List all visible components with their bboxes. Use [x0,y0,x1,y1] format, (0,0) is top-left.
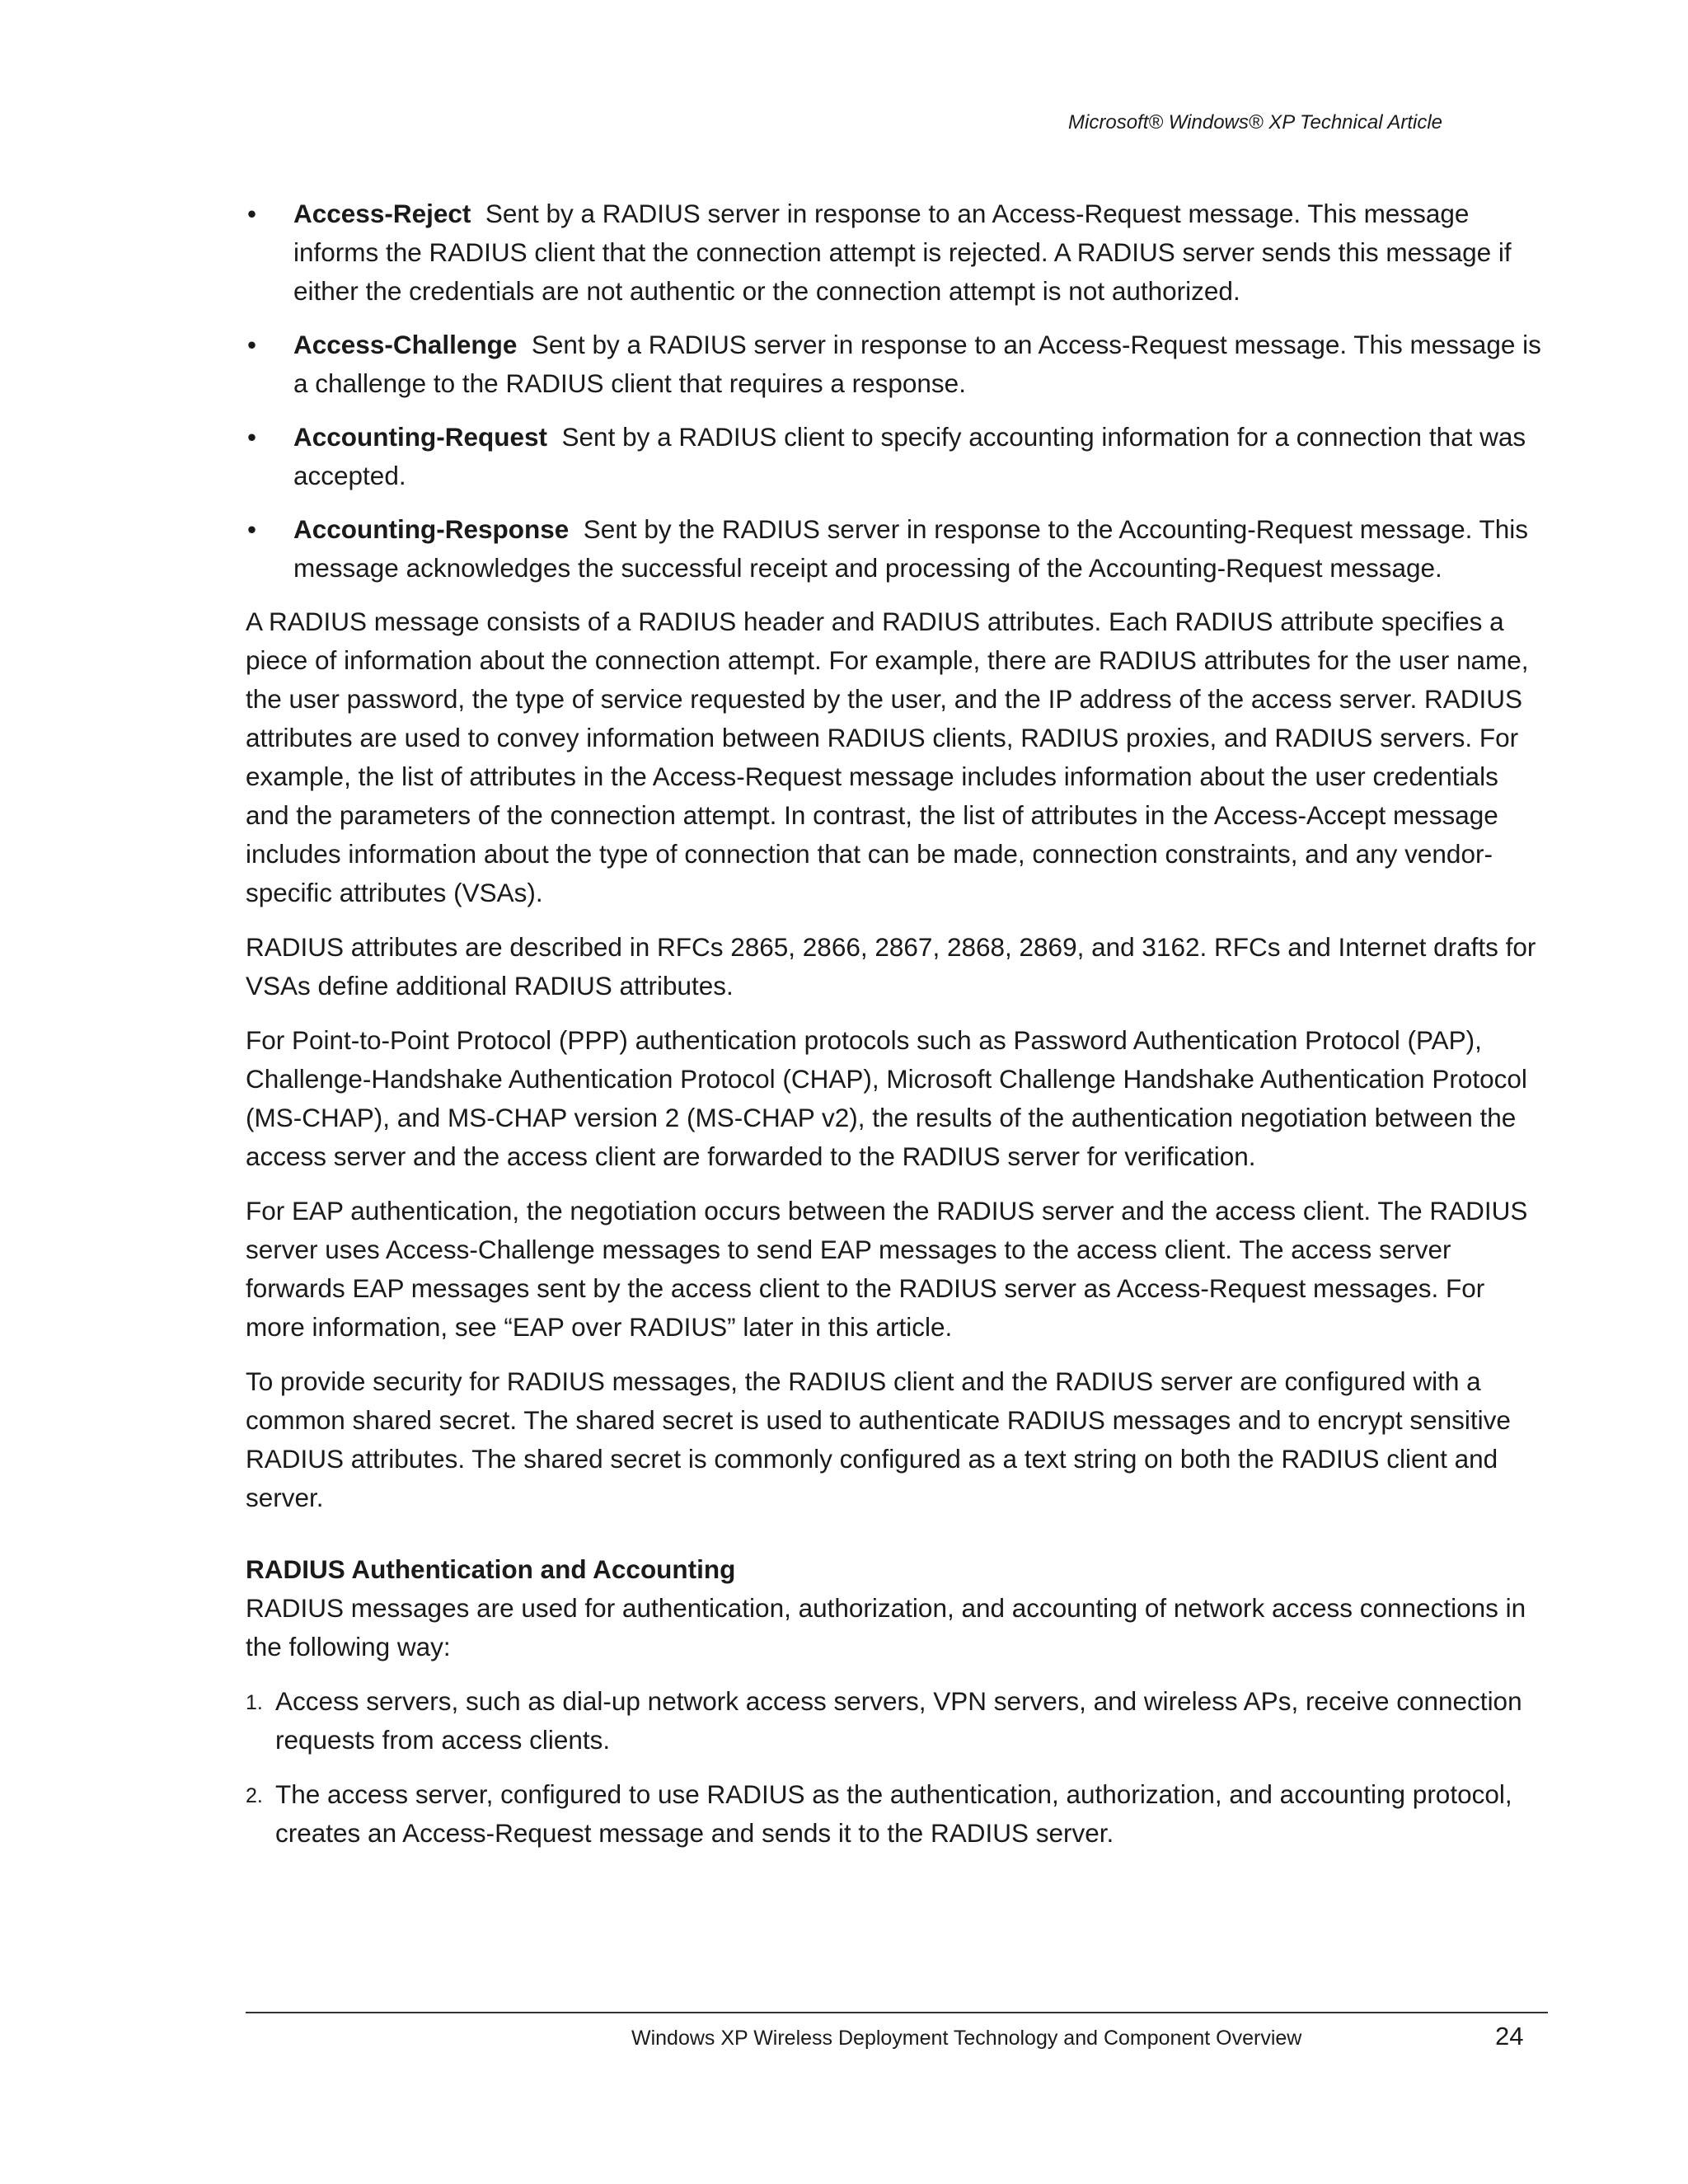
bullet-text: Sent by the RADIUS server in response to the Accounting-Request message. This message acknowledges the successful receipt and processing of the Accounting-Request message. [293,514,1529,583]
body-paragraph: RADIUS attributes are described in RFCs 2865, 2866, 2867, 2868, 2869, and 3162. RFCs and Internet drafts for VSAs define additional RADIUS attributes. [246,932,1536,1001]
running-header: Microsoft® Windows® XP Technical Article [1068,111,1442,134]
bullet-icon: • [247,514,257,544]
section-heading: RADIUS Authentication and Accounting [246,1554,736,1584]
section-intro: RADIUS messages are used for authentication, authorization, and accounting of network access connections in the following way: [246,1593,1526,1661]
bullet-term: Access-Reject [293,199,471,228]
bullet-text: Sent by a RADIUS client to specify accounting information for a connection that was accepted. [293,422,1526,490]
body-paragraph: To provide security for RADIUS messages, the RADIUS client and the RADIUS server are configured with a common shared secret. The shared secret is used to authenticate RADIUS messages and to encrypt sensitive RADIUS attributes. The shared secret is commonly configured as a text string on both the RADIUS client and server. [246,1366,1511,1512]
step-text: The access server, configured to use RADIUS as the authentication, authorization, and accounting protocol, creates an Access-Request message and sends it to the RADIUS server. [275,1779,1512,1848]
list-item [246,418,1554,495]
bullet-term: Accounting-Request [293,422,548,452]
bullet-text: Sent by a RADIUS server in response to an Access-Request message. This message informs the RADIUS client that the connection attempt is rejected. A RADIUS server sends this message if either the credentials are not authentic or the connection attempt is not authorized. [293,199,1512,306]
step-list [246,1682,1548,1853]
list-item [246,510,1554,588]
message-type-list [246,194,1548,588]
body-paragraph: For Point-to-Point Protocol (PPP) authentication protocols such as Password Authentication Protocol (PAP), Challenge-Handshake Authentication Protocol (CHAP), Microsoft Challenge Handshake Authentication Protocol (MS-CHAP), and MS-CHAP version 2 (MS-CHAP v2), the results of the authentication negotiation between the access server and the access client are forwarded to the RADIUS server for verification. [246,1025,1527,1171]
page-body [246,194,1548,1868]
bullet-term: Access-Challenge [293,330,518,359]
bullet-icon: • [247,422,257,452]
footer-doc-title: Windows XP Wireless Deployment Technology and Component Overview [631,2027,1302,2050]
list-item [246,326,1554,403]
body-paragraph: A RADIUS message consists of a RADIUS header and RADIUS attributes. Each RADIUS attribute specifies a piece of information about the connection attempt. For example, there are RADIUS attributes for the user name, the user password, the type of service requested by the user, and the IP address of the access server. RADIUS attributes are used to convey information between RADIUS clients, RADIUS proxies, and RADIUS servers. For example, the list of attributes in the Access-Request message includes information about the user credentials and the parameters of the connection attempt. In contrast, the list of attributes in the Access-Accept message includes information about the type of connection that can be made, connection constraints, and any vendor-specific attributes (VSAs). [246,607,1529,907]
step-number: 2. [246,1784,263,1807]
list-item [246,194,1554,311]
step-number: 1. [246,1691,263,1714]
footer-divider [246,2012,1548,2013]
step-text: Access servers, such as dial-up network access servers, VPN servers, and wireless APs, receive connection requests from access clients. [275,1686,1522,1755]
body-paragraph: For EAP authentication, the negotiation occurs between the RADIUS server and the access client. The RADIUS server uses Access-Challenge messages to send EAP messages to the access client. The access server forwards EAP messages sent by the access client to the RADIUS server as Access-Request messages. For more information, see “EAP over RADIUS” later in this article. [246,1196,1528,1342]
bullet-icon: • [247,199,257,228]
bullet-icon: • [247,330,257,359]
list-item [246,1682,1536,1760]
bullet-term: Accounting-Response [293,514,570,544]
page-number: 24 [1495,2022,1524,2050]
bullet-text: Sent by a RADIUS server in response to an Access-Request message. This message is a challenge to the RADIUS client that requires a response. [293,330,1541,398]
list-item [246,1775,1536,1853]
